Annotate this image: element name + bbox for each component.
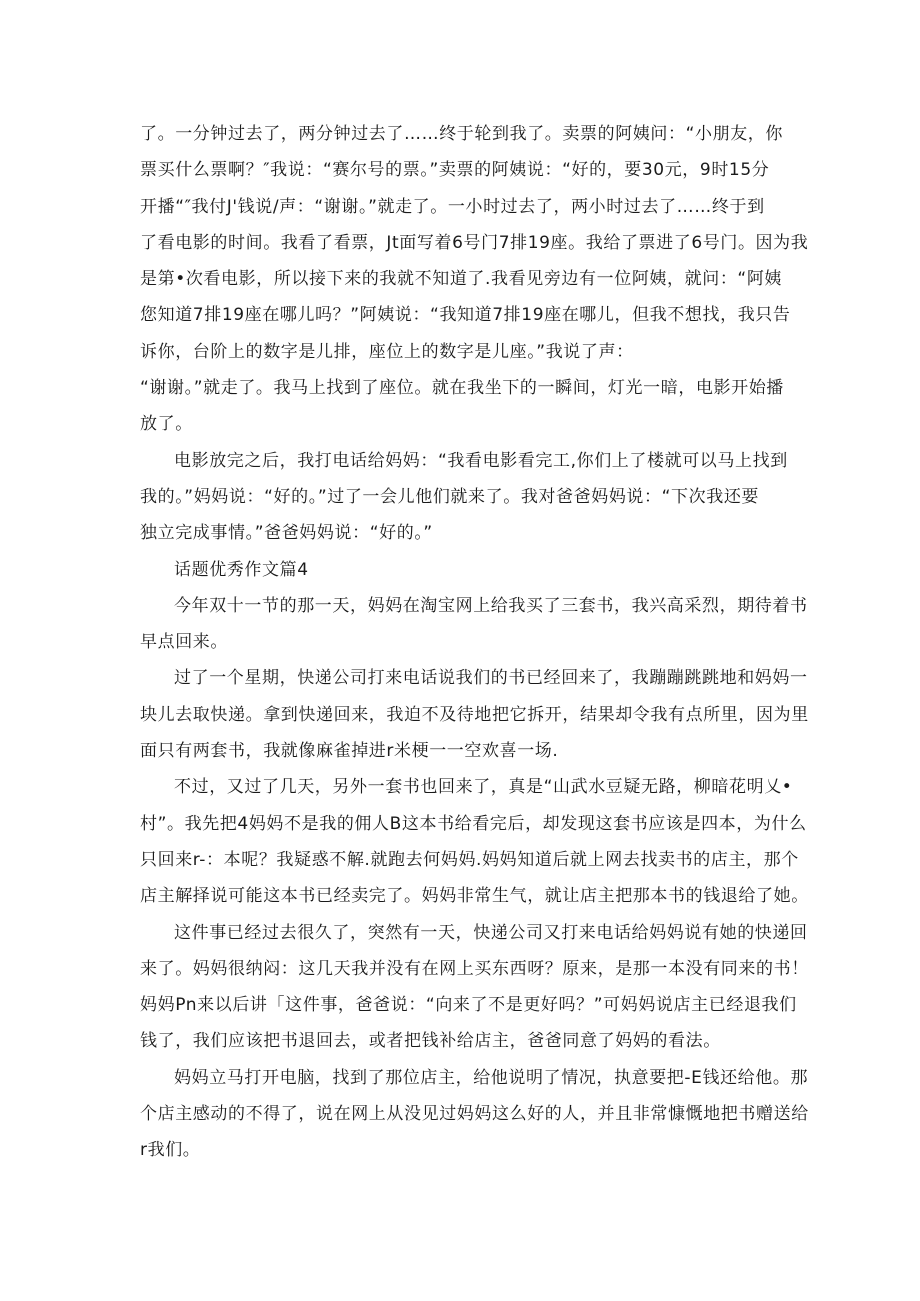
section-heading [140,552,785,588]
text-line: 面只有两套书，我就像麻雀掉进r米梗一一空欢喜一场. [140,741,559,762]
text-line: 妈妈立马打开电脑，找到了那位店主，给他说明了情况，执意要把-E钱还给他。那 [174,1067,809,1088]
text-line: 妈妈Pn来以后讲「这件事，爸爸说：“向来了不是更好吗？”可妈妈说店主已经退我们 [140,995,797,1016]
text-line: 放了。 [140,414,193,435]
text-line: 钱了，我们应该把书退回去，或者把钱补给店主，爸爸同意了妈妈的看法。 [140,1031,721,1052]
paragraph [140,769,809,914]
text-line: 您知道7排19座在哪儿吗？”阿姨说：“我知道7排19座在哪儿，但我不想找，我只告 [140,305,791,326]
paragraph [140,1060,809,1169]
text-line: 电影放完之后，我打电话给妈妈：“我看电影看完工,你们上了楼就可以马上找到 [174,450,788,471]
text-line: 票买什么票啊？″我说：“赛尔号的票。”卖票的阿姨说：“好的，要30元，9时15分 [140,160,770,181]
text-line: 店主解择说可能这本书已经卖完了。妈妈非常生气，就让店主把那本书的钱退给了她。 [140,886,809,907]
section-heading-text: 话题优秀作文篇4 [174,559,309,580]
document-body [140,116,809,1169]
text-line: “谢谢。”就走了。我马上找到了座位。就在我坐下的一瞬间，灯光一暗，电影开始播 [140,378,784,399]
text-line: 了。一分钟过去了，两分钟过去了……终于轮到我了。卖票的阿姨问：“小朋友，你 [140,124,784,144]
text-line: 过了一个星期，快递公司打来电话说我们的书已经回来了，我蹦蹦跳跳地和妈妈一 [174,668,808,689]
text-line: 村”。我先把4妈妈不是我的佣人B这本书给看完后，却发现这套书应该是四本，为什么 [140,813,807,834]
text-line: 早点回来。 [140,632,228,653]
text-line: 今年双十一节的那一天，妈妈在淘宝网上给我买了三套书，我兴高采烈，期待着书 [174,595,808,616]
text-line: 个店主感动的不得了，说在网上从没见过妈妈这么好的人，并且非常慷慨地把书赠送给 [140,1104,809,1125]
paragraph [140,116,809,443]
paragraph [140,915,809,1060]
paragraph [140,660,809,769]
text-line: 来了。妈妈很纳闷：这几天我并没有在网上买东西呀？原来，是那一本没有同来的书！ [140,958,809,979]
text-line: 诉你，台阶上的数字是儿排，座位上的数字是儿座。”我说了声： [140,341,634,362]
text-line: 是第•次看电影，所以接下来的我就不知道了.我看见旁边有一位阿姨，就问：“阿姨 [140,269,783,290]
paragraph [140,443,788,552]
text-line: r我们。 [140,1140,201,1161]
text-line: 块儿去取快递。拿到快递回来，我迫不及待地把它拆开，结果却令我有点所里，因为里 [140,704,809,725]
text-line: 只回来r-：本呢？我疑惑不解.就跑去何妈妈.妈妈知道后就上网去找卖书的店主，那个 [140,849,799,870]
text-line: 我的。”妈妈说：“好的。”过了一会儿他们就来了。我对爸爸妈妈说：“下次我还要 [140,486,760,507]
text-line: 不过，又过了几天，另外一套书也回来了，真是“山武水豆疑无路，柳暗花明乂• [174,777,793,798]
text-line: 这件事已经过去很久了，突然有一天，快递公司又打来电话给妈妈说有她的快递回 [174,922,808,943]
text-line: 独立完成事情。”爸爸妈妈说：“好的。” [140,523,433,544]
text-line: 开播“″我付J'钱说/声：“谢谢。”就走了。一小时过去了，两小时过去了……终于到 [140,196,765,217]
paragraph [140,588,808,661]
text-line: 了看电影的时间。我看了看票，Jt面写着6号门7排19座。我给了票进了6号门。因为我 [140,232,809,253]
